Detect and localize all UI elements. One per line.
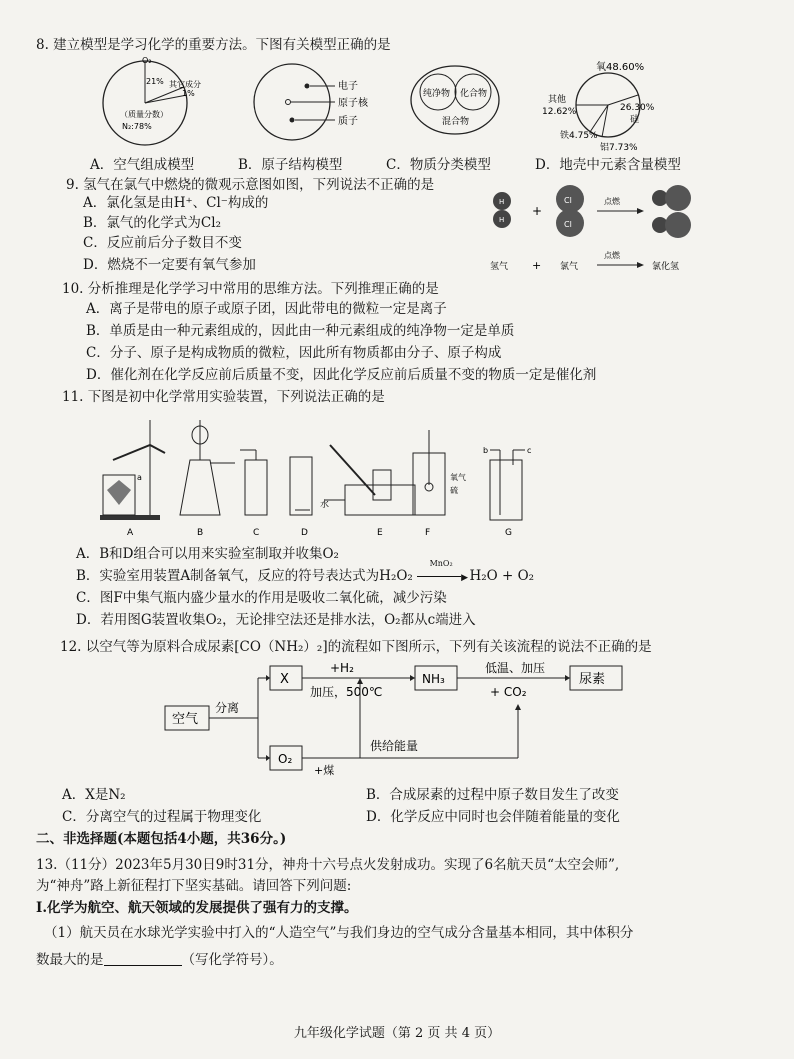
q13-answer-blank[interactable] <box>104 951 182 966</box>
q9-option-b: B．氯气的化学式为Cl₂ <box>83 215 221 231</box>
q9-option-a: A．氯化氢是由H⁺、Cl⁻构成的 <box>83 195 269 211</box>
atom-structure-model <box>250 58 370 158</box>
class-pure-label: 纯净物 <box>423 89 451 99</box>
page-footer: 九年级化学试题（第 2 页 共 4 页） <box>293 1026 501 1041</box>
flow-cond2: 低温、加压 <box>485 661 546 675</box>
q11-option-d: D．若用图G装置收集O₂，无论排空法还是排水法，O₂都从c端进入 <box>76 612 476 628</box>
q12-option-d: D．化学反应中同时也会伴随着能量的变化 <box>366 809 620 825</box>
air-o2-pct: 21% <box>146 77 164 86</box>
q8-stem: 8. 建立模型是学习化学的重要方法。下图有关模型正确的是 <box>36 37 391 53</box>
q13-sub1-line1: （1）航天员在水球光学实验中打入的“人造空气”与我们身边的空气成分含量基本相同，其中体积分 <box>44 925 634 941</box>
q9-hcl-label: 氯化氢 <box>652 262 680 272</box>
q9-fire-bottom: 点燃 <box>604 251 620 260</box>
atom-electron-label: 电子 <box>338 81 358 92</box>
q12-stem: 12. 以空气等为原料合成尿素[CO（NH₂）₂]的流程如下图所示，下列有关该流程的说法不正确的是 <box>60 639 652 655</box>
flow-cond1: 加压，500℃ <box>310 685 383 699</box>
q11-catalyst-label: MnO₂ <box>429 559 453 568</box>
flow-separate: 分离 <box>215 701 240 715</box>
q10-option-a: A．离子是带电的原子或原子团，因此带电的微粒一定是离子 <box>86 301 447 317</box>
crust-silicon-pct: 26.30% <box>620 103 655 113</box>
q11-label-a-small: a <box>137 473 142 482</box>
q11-sulfur-label: 硫 <box>450 486 458 495</box>
q13-sub1-text-a: 数最大的是 <box>36 952 104 968</box>
apparatus-label-g: G <box>505 528 512 538</box>
h-atom-label-2: H <box>499 216 505 224</box>
q12-option-c: C．分离空气的过程属于物理变化 <box>62 809 262 825</box>
q11-oxygen-label: 氧气 <box>450 473 466 482</box>
air-other-label: 其它成分 <box>169 80 201 89</box>
atom-proton-label: 质子 <box>338 116 358 127</box>
apparatus-label-c: C <box>253 528 260 538</box>
apparatus-label-b: B <box>197 528 204 538</box>
q13-sub1-line2 <box>36 951 283 969</box>
q9-cl2-label: 氯气 <box>560 262 579 272</box>
q11-option-b-text: B．实验室用装置A制备氧气，反应的符号表达式为H₂O₂ <box>76 568 413 584</box>
q11-option-a: A．B和D组合可以用来实验室制取并收集O₂ <box>76 546 339 562</box>
q11-stem: 11. 下图是初中化学常用实验装置，下列说法正确的是 <box>62 389 385 405</box>
crust-other-pct: 12.62% <box>542 107 577 117</box>
air-composition-model <box>100 55 210 155</box>
apparatus-label-a: A <box>127 528 134 538</box>
q10-option-c: C．分子、原子是构成物质的微粒，因此所有物质都由分子、原子构成 <box>86 345 502 361</box>
flow-air: 空气 <box>172 712 199 727</box>
q11-apparatus-diagram <box>95 415 555 540</box>
flow-plus-coal: +煤 <box>314 764 335 777</box>
q9-plus-bottom: + <box>532 259 542 272</box>
apparatus-label-d: D <box>301 528 308 538</box>
class-compound-label: 化合物 <box>460 89 488 99</box>
crust-other: 其他 <box>548 95 567 105</box>
class-mixture-label: 混合物 <box>442 117 470 127</box>
cl-atom-label-2: Cl <box>564 220 572 229</box>
crust-iron: 铁4.75% <box>560 131 598 141</box>
cl-atom-label-1: Cl <box>564 196 572 205</box>
q10-option-d: D．催化剂在化学反应前后质量不变，因此化学反应前后质量不变的物质一定是催化剂 <box>86 367 597 383</box>
q9-h2-label: 氢气 <box>490 262 509 272</box>
q13-line2: 为“神舟”路上新征程打下坚实基础。请回答下列问题: <box>36 878 352 894</box>
q13-sub1-text-b: （写化学符号）。 <box>181 952 283 968</box>
crust-silicon: 硅 <box>630 115 640 125</box>
crust-aluminum: 铝7.73% <box>600 143 638 153</box>
section-2-heading: 二、非选择题(本题包括4小题，共36分。) <box>36 831 287 847</box>
q10-stem: 10. 分析推理是化学学习中常用的思维方法。下列推理正确的是 <box>62 281 439 297</box>
flow-o2: O₂ <box>278 752 293 766</box>
flow-x: X <box>280 672 289 687</box>
q10-option-b: B．单质是由一种元素组成的，因此由一种元素组成的纯净物一定是单质 <box>86 323 515 339</box>
q8-option-b: B．原子结构模型 <box>238 157 343 173</box>
q12-option-a: A．X是N₂ <box>62 787 126 803</box>
q8-option-a: A．空气组成模型 <box>90 157 195 173</box>
crust-oxygen: 氧48.60% <box>596 62 645 73</box>
classification-model <box>410 62 510 142</box>
q9-fire-top: 点燃 <box>604 197 620 206</box>
q12-option-b: B．合成尿素的过程中原子数目发生了改变 <box>366 787 619 803</box>
q11-water-label: 水 <box>320 500 330 510</box>
q9-stem: 9. 氢气在氯气中燃烧的微观示意图如图，下列说法不正确的是 <box>66 177 435 193</box>
q13-part1: Ⅰ.化学为航空、航天领域的发展提供了强有力的支撑。 <box>36 900 358 916</box>
flow-energy: 供给能量 <box>370 739 419 753</box>
q12-flow-diagram <box>160 656 630 776</box>
q11-catalyst-arrow: MnO₂ ▶ <box>417 567 465 587</box>
q11-b-label: b <box>483 446 489 455</box>
flow-plus-co2: + CO₂ <box>490 685 527 699</box>
q11-option-c: C．图F中集气瓶内盛少量水的作用是吸收二氧化硫，减少污染 <box>76 590 447 606</box>
q13-line1: 13.（11分）2023年5月30日9时31分，神舟十六号点火发射成功。实现了6名航天员“太空会师”, <box>36 857 620 873</box>
apparatus-label-f: F <box>425 528 431 538</box>
q9-option-c: C．反应前后分子数目不变 <box>83 235 242 251</box>
q11-option-b-products: H₂O + O₂ <box>469 568 535 584</box>
q9-reaction-diagram <box>482 185 702 275</box>
h-atom-label-1: H <box>499 198 505 206</box>
air-basis: （质量分数） <box>120 110 168 119</box>
q11-c-label: c <box>527 446 532 455</box>
flow-urea: 尿素 <box>579 672 606 687</box>
q9-option-d: D．燃烧不一定要有氧气参加 <box>83 257 256 273</box>
apparatus-label-e: E <box>377 528 383 538</box>
q8-option-d: D．地壳中元素含量模型 <box>535 157 681 173</box>
air-other-pct: 1% <box>182 89 195 98</box>
air-o2-label: O₂ <box>142 56 152 65</box>
air-n2: N₂:78% <box>122 122 152 131</box>
crust-elements-model <box>540 50 670 160</box>
flow-plus-h2: +H₂ <box>330 661 354 675</box>
q11-option-b <box>76 559 535 587</box>
q9-plus-top: + <box>532 204 543 218</box>
atom-nucleus-label: 原子核 <box>338 98 368 109</box>
flow-nh3: NH₃ <box>422 672 445 686</box>
q8-option-c: C．物质分类模型 <box>386 157 491 173</box>
